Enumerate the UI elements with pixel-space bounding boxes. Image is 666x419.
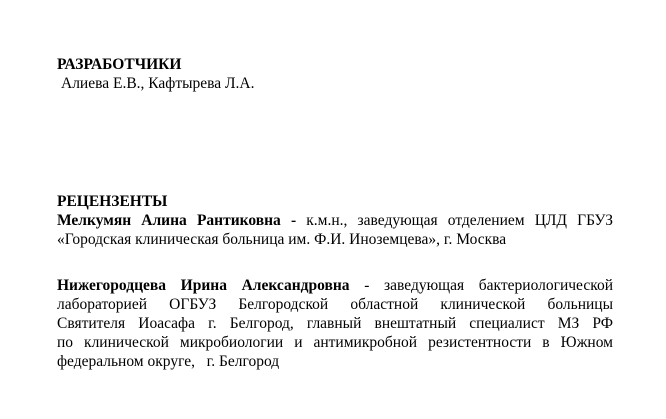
reviewer-2-line-3: Святителя Иоасафа г. Белгород, главный внештатный специалист МЗ РФ: [57, 315, 613, 332]
reviewer-2-title: - заведующая бактериологической: [349, 277, 613, 294]
reviewer-2-line-5: федеральном округе, г. Белгород: [57, 353, 280, 370]
reviewers-heading: РЕЦЕНЗЕНТЫ: [57, 193, 168, 210]
reviewer-1-name: Мелкумян Алина Рантиковна: [57, 212, 281, 229]
reviewer-2-line-1: [57, 276, 613, 295]
reviewer-1-dash: -: [280, 212, 307, 229]
developers-heading: РАЗРАБОТЧИКИ: [57, 56, 182, 73]
reviewer-2-line-4: по клинической микробиологии и антимикробной резистентности в Южном: [57, 334, 613, 351]
reviewer-2-line-2: лабораторией ОГБУЗ Белгородской областной клинической больницы: [57, 296, 613, 313]
reviewer-2-name: Нижегородцева Ирина Александровна: [57, 277, 350, 294]
reviewer-1-line-1: [57, 211, 613, 230]
reviewer-1-title: к.м.н., заведующая отделением ЦЛД ГБУЗ: [306, 212, 613, 229]
reviewer-1-line-2: «Городская клиническая больница им. Ф.И. Иноземцева», г. Москва: [57, 231, 507, 248]
developers-names: Алиева Е.В., Кафтырева Л.А.: [61, 75, 255, 92]
